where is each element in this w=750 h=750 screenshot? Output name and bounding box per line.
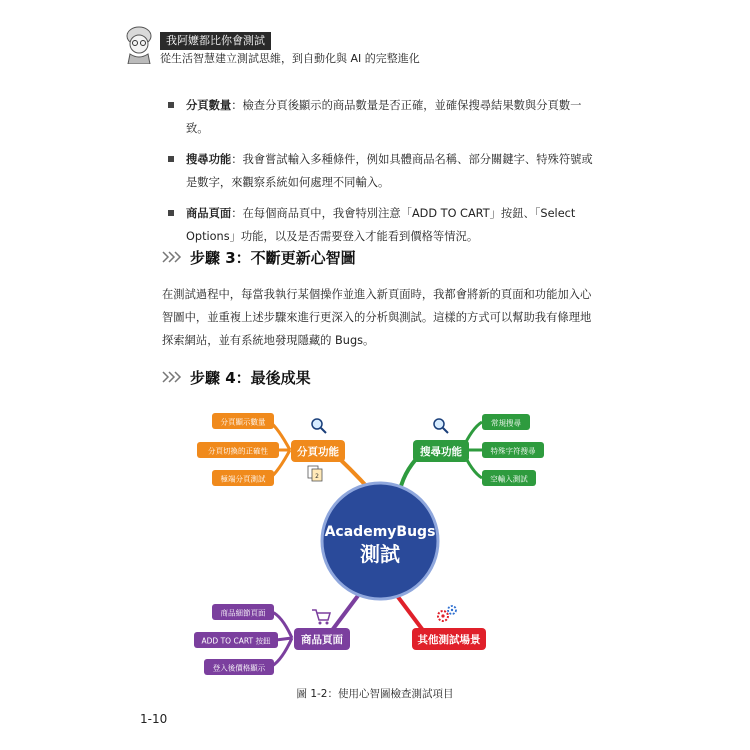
book-subtitle: 從生活智慧建立測試思維，到自動化與 AI 的完整進化: [160, 52, 420, 65]
step4-heading: [162, 367, 311, 388]
svg-text:ADD TO CART 按鈕: ADD TO CART 按鈕: [201, 636, 271, 646]
shopping-cart-icon: [312, 610, 330, 625]
svg-text:登入後價格顯示: 登入後價格顯示: [212, 663, 266, 673]
svg-text:商品細節頁面: 商品細節頁面: [220, 608, 266, 618]
magnifier-icon: [434, 419, 448, 433]
svg-text:商品頁面: 商品頁面: [301, 634, 343, 646]
svg-text:2: 2: [315, 473, 319, 480]
mindmap-center-line1: AcademyBugs: [324, 524, 436, 540]
svg-text:其他測試場景: 其他測試場景: [417, 634, 481, 646]
svg-text:分頁顯示數量: 分頁顯示數量: [220, 417, 266, 427]
connector-product: [330, 593, 360, 633]
mindmap-center-line2: 測試: [360, 542, 400, 566]
figure-caption: 圖 1-2：使用心智圖檢查測試項目: [296, 688, 454, 700]
page-number: 1-10: [140, 712, 168, 726]
step4-heading-text: 步驟 4：最後成果: [190, 369, 311, 387]
svg-text:常規搜尋: 常規搜尋: [491, 418, 521, 428]
bullet-item-pagination: 分頁數量：檢查分頁後顯示的商品數量是否正確，並確保搜尋結果數與分頁數一致。: [168, 94, 598, 140]
step3-paragraph: 在測試過程中，每當我執行某個操作並進入新頁面時，我都會將新的頁面和功能加入心智圖中，並重複上述步驟來進行更深入的分析與測試。這樣的方式可以幫助我有條理地探索網站，並有系統地發現隱藏的 Bugs。: [162, 288, 592, 347]
triple-chevron-icon: [162, 250, 184, 264]
triple-chevron-icon: [162, 370, 184, 384]
bullet-item-search: 搜尋功能：我會嘗試輸入多種條件，例如具體商品名稱、部分關鍵字、特殊符號或是數字，來觀察系統如何處理不同輸入。: [168, 148, 598, 194]
mindmap-center-node: [322, 483, 438, 599]
svg-text:特殊字符搜尋: 特殊字符搜尋: [490, 446, 536, 456]
bullet-list: [168, 94, 598, 256]
mindmap-figure: [160, 398, 590, 683]
svg-text:分頁切換的正確性: 分頁切換的正確性: [208, 446, 268, 456]
series-title-badge: 我阿嬤都比你會測試: [160, 32, 271, 50]
connector-other: [395, 593, 425, 633]
svg-text:空輸入測試: 空輸入測試: [490, 474, 528, 484]
svg-text:搜尋功能: 搜尋功能: [420, 446, 462, 458]
grandma-mascot-icon: [122, 24, 156, 64]
svg-text:分頁功能: 分頁功能: [297, 446, 339, 458]
svg-text:極端分頁測試: 極端分頁測試: [220, 474, 266, 484]
page-header: [128, 22, 728, 72]
step3-heading: [162, 247, 356, 268]
bullet-item-product-page: 商品頁面：在每個商品頁中，我會特別注意「ADD TO CART」按鈕、「Select Options」功能，以及是否需要登入才能看到價格等情況。: [168, 202, 598, 248]
gears-icon: [438, 606, 456, 621]
step3-heading-text: 步驟 3：不斷更新心智圖: [190, 249, 356, 267]
